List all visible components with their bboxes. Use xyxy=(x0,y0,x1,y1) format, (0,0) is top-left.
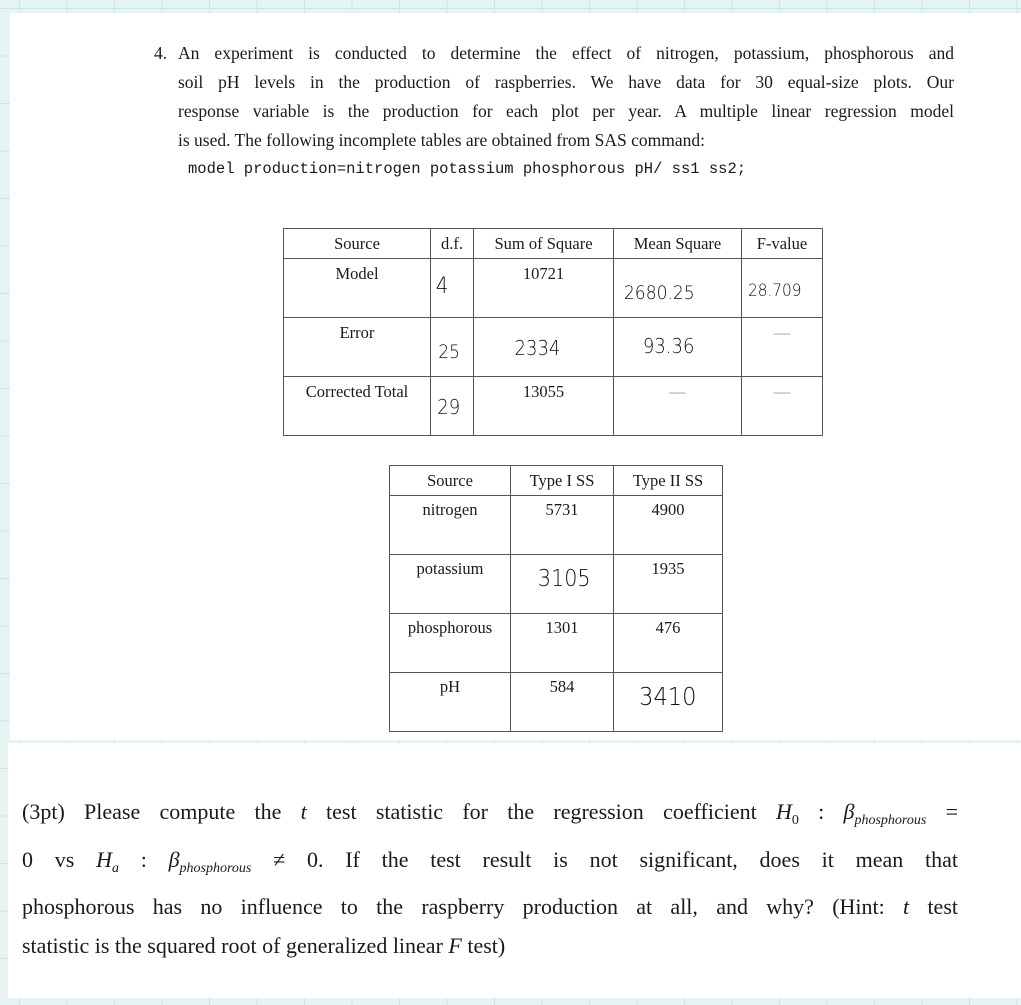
f-cell-empty: — xyxy=(742,377,823,436)
type2-cell: 4900 xyxy=(614,496,723,555)
ss-cell: 13055 xyxy=(474,377,614,436)
text: : xyxy=(798,799,844,824)
question-line-3 xyxy=(22,888,958,927)
problem-statement xyxy=(154,39,954,184)
question-line-1 xyxy=(22,793,958,841)
ms-cell-empty: — xyxy=(614,377,742,436)
math-h0: H xyxy=(775,799,792,824)
text: Please compute the xyxy=(84,799,301,824)
f-cell xyxy=(742,259,823,318)
table-row xyxy=(390,673,723,732)
source-cell: nitrogen xyxy=(390,496,511,555)
ms-cell xyxy=(614,318,742,377)
problem-number: 4. xyxy=(154,43,168,63)
text: 0 vs xyxy=(22,846,97,872)
source-cell: Model xyxy=(284,259,431,318)
text: statistic is the squared root of generalized linear xyxy=(22,932,449,958)
type2-cell xyxy=(614,673,723,732)
handwritten-ss: 2334 xyxy=(514,336,561,360)
text: = xyxy=(926,799,958,824)
table-row xyxy=(390,614,723,673)
problem-card xyxy=(10,13,1021,740)
handwritten-df: 25 xyxy=(438,341,460,363)
question-line-4 xyxy=(22,927,958,966)
text: test statistic for the regression coefficient xyxy=(306,799,776,824)
table-row xyxy=(284,377,823,436)
handwritten-type1: 3105 xyxy=(537,566,591,592)
handwritten-f: 28.709 xyxy=(747,281,802,301)
anova-table xyxy=(283,228,823,436)
handwritten-ms: 93.36 xyxy=(642,334,695,358)
source-cell: potassium xyxy=(390,555,511,614)
df-cell xyxy=(431,259,474,318)
subscript: phosphorous xyxy=(179,860,252,876)
header-type1-ss: Type I SS xyxy=(511,466,614,496)
f-cell-empty: — xyxy=(742,318,823,377)
header-source: Source xyxy=(390,466,511,496)
source-cell: pH xyxy=(390,673,511,732)
math-beta: β xyxy=(168,846,180,872)
text: test xyxy=(909,894,958,919)
type1-cell: 584 xyxy=(511,673,614,732)
math-beta: β xyxy=(843,799,855,824)
subscript: 0 xyxy=(791,813,799,828)
problem-line-4: is used. The following incomplete tables are obtained from SAS command: xyxy=(178,130,705,150)
header-type2-ss: Type II SS xyxy=(614,466,723,496)
ss-cell: 10721 xyxy=(474,259,614,318)
question-card xyxy=(8,743,1021,998)
text: ≠ 0. If the test result is not significant, does it mean that xyxy=(251,846,958,872)
table-row xyxy=(390,555,723,614)
table-row xyxy=(390,496,723,555)
handwritten-type2: 3410 xyxy=(639,682,697,711)
question-line-2 xyxy=(22,841,958,889)
handwritten-ms: 2680.25 xyxy=(623,282,695,304)
header-source: Source xyxy=(284,229,431,259)
handwritten-df: 29 xyxy=(437,395,461,419)
ss-header-row xyxy=(390,466,723,496)
subscript: phosphorous xyxy=(854,813,927,828)
df-cell xyxy=(431,377,474,436)
source-cell: phosphorous xyxy=(390,614,511,673)
source-cell: Corrected Total xyxy=(284,377,431,436)
type2-cell: 476 xyxy=(614,614,723,673)
table-row xyxy=(284,259,823,318)
math-t: t xyxy=(903,894,910,919)
math-ha: H xyxy=(96,846,112,872)
sas-command: model production=nitrogen potassium phosphorous pH/ ss1 ss2; xyxy=(188,160,747,178)
subscript: a xyxy=(111,860,119,876)
header-df: d.f. xyxy=(431,229,474,259)
problem-line-2: soil pH levels in the production of raspberries. We have data for 30 equal-size plots. Our xyxy=(178,72,954,92)
type1-cell: 1301 xyxy=(511,614,614,673)
anova-header-row xyxy=(284,229,823,259)
text: test) xyxy=(461,932,506,958)
text: : xyxy=(118,846,169,872)
handwritten-df: 4 xyxy=(435,274,449,299)
ms-cell xyxy=(614,259,742,318)
header-mean-square: Mean Square xyxy=(614,229,742,259)
question-text xyxy=(22,793,958,965)
points-label: (3pt) xyxy=(22,799,65,824)
problem-line-3: response variable is the production for each plot per year. A multiple linear regression model xyxy=(178,101,954,121)
type1-cell xyxy=(511,555,614,614)
source-cell: Error xyxy=(284,318,431,377)
type2-cell: 1935 xyxy=(614,555,723,614)
header-f-value: F-value xyxy=(742,229,823,259)
ss-cell xyxy=(474,318,614,377)
text: phosphorous has no influence to the raspberry production at all, and why? (Hint: xyxy=(22,894,904,919)
table-row xyxy=(284,318,823,377)
type-ss-table xyxy=(389,465,723,732)
df-cell xyxy=(431,318,474,377)
problem-line-1: An experiment is conducted to determine the effect of nitrogen, potassium, phosphorous and xyxy=(178,43,954,63)
type1-cell: 5731 xyxy=(511,496,614,555)
math-f: F xyxy=(448,932,462,958)
math-t: t xyxy=(300,799,307,824)
header-sum-of-square: Sum of Square xyxy=(474,229,614,259)
